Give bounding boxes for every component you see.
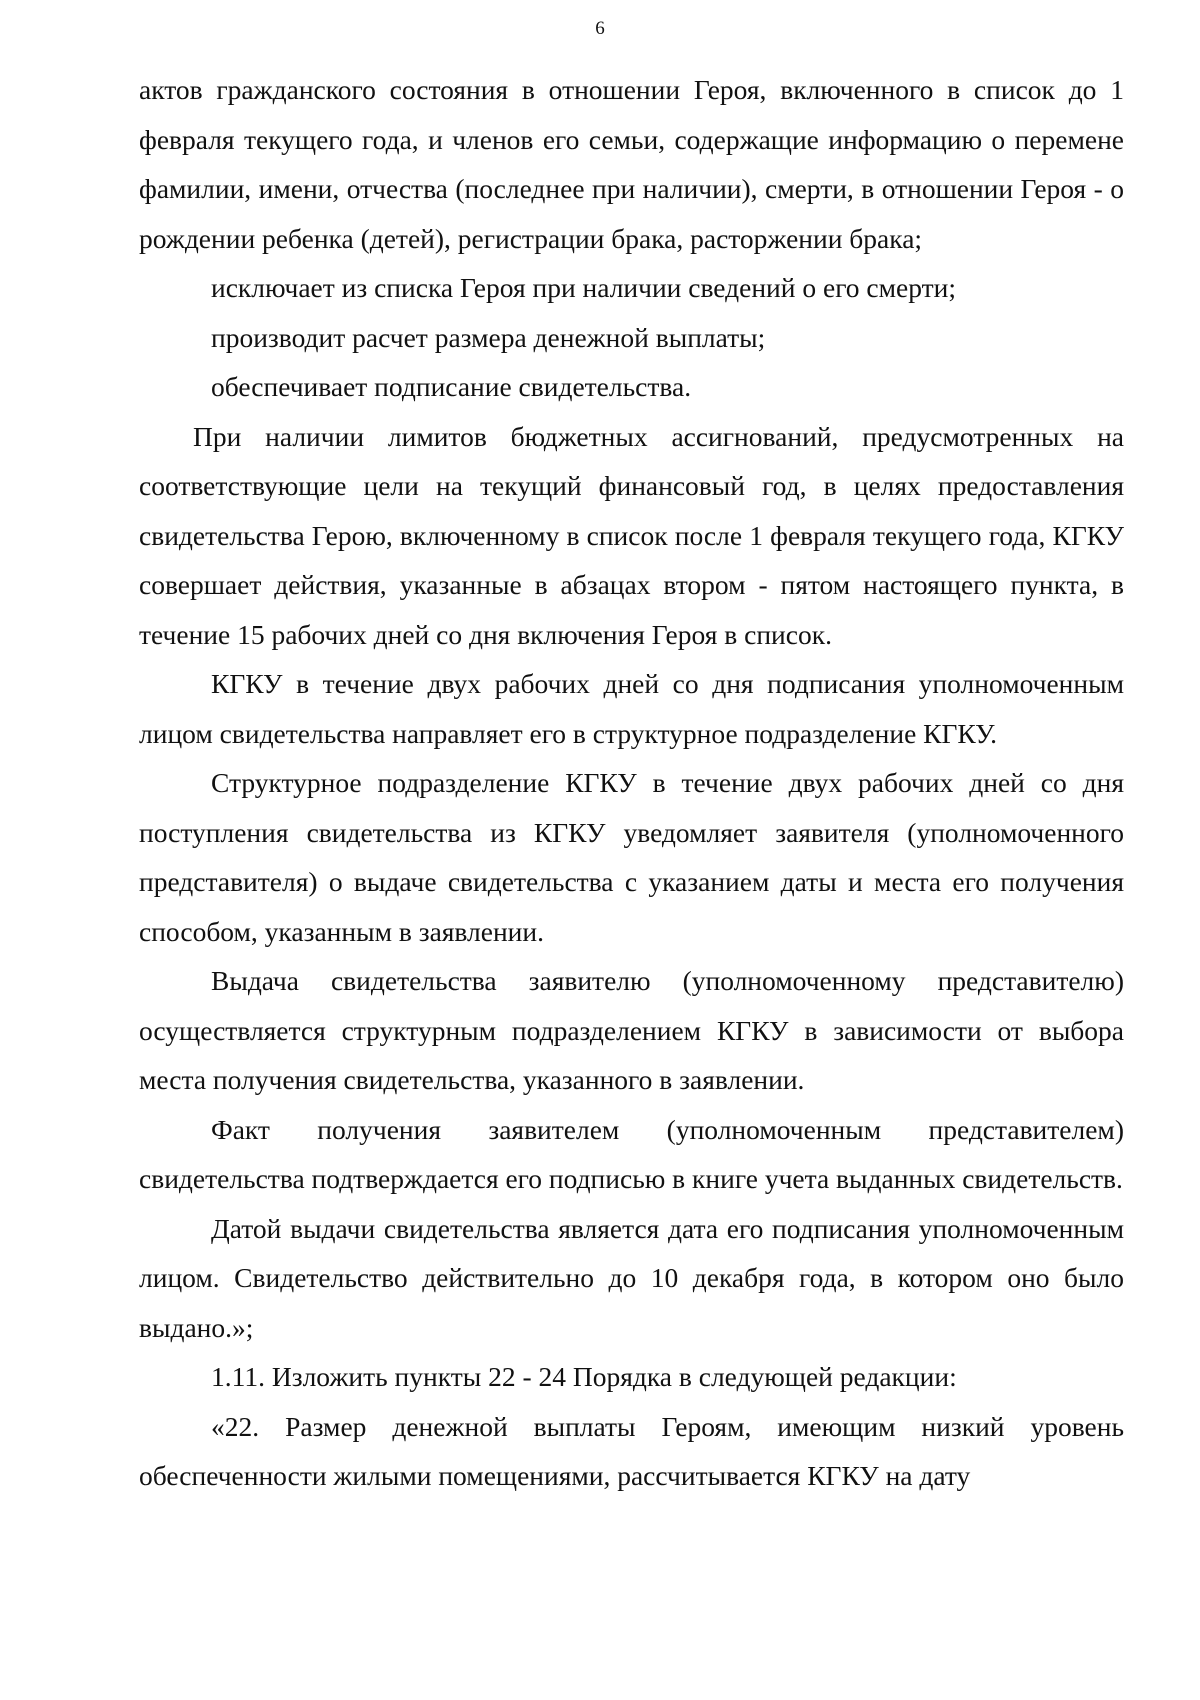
paragraph-receipt-confirmation: Факт получения заявителем (уполномоченным представителем) свидетельства подтверждается его подписью в книге учета выданных свидетельств. — [139, 1113, 1124, 1194]
page-number: 6 — [595, 18, 605, 39]
paragraph-issue-date-validity: Датой выдачи свидетельства является дата его подписания уполномоченным лицом. Свидетельство действительно до 10 декабря года, в котором оно было выдано.»; — [139, 1212, 1124, 1343]
paragraph-sign-certificate: обеспечивает подписание свидетельства. — [211, 371, 692, 402]
paragraph-item-22: «22. Размер денежной выплаты Героям, имеющим низкий уровень обеспеченности жилыми помещениями, рассчитывается КГКУ на дату — [139, 1410, 1124, 1491]
paragraph-calculate-payment: производит расчет размера денежной выплаты; — [211, 321, 766, 353]
paragraph-notify-applicant: Структурное подразделение КГКУ в течение двух рабочих дней со дня поступления свидетельства из КГКУ уведомляет заявителя (уполномоченного представителя) о выдаче свидетельства с указанием даты и места его получения способом, указанным в заявлении. — [139, 767, 1124, 947]
paragraph-item-1-11: 1.11. Изложить пункты 22 - 24 Порядка в следующей редакции: — [211, 1361, 957, 1392]
paragraph-send-certificate: КГКУ в течение двух рабочих дней со дня подписания уполномоченным лицом свидетельства направляет его в структурное подразделение КГКУ. — [139, 668, 1124, 749]
paragraph-issue-certificate: Выдача свидетельства заявителю (уполномоченному представителю) осуществляется структурным подразделением КГКУ в зависимости от выбора места получения свидетельства, указанного в заявлении. — [139, 965, 1124, 1095]
paragraph-civil-status-records: актов гражданского состояния в отношении Героя, включенного в список до 1 февраля текущего года, и членов его семьи, содержащие информацию о перемене фамилии, имени, отчества (последнее при наличии), смерти, в отношении Героя - о рождении ребенка (детей), регистрации брака, расторжении брака; — [139, 74, 1124, 254]
paragraph-budget-limits: При наличии лимитов бюджетных ассигнований, предусмотренных на соответствующие цели на текущий финансовый год, в целях предоставления свидетельства Герою, включенному в список после 1 февраля текущего года, КГКУ совершает действия, указанные в абзацах втором - пятом настоящего пункта, в течение 15 рабочих дней со дня включения Героя в список. — [139, 420, 1124, 650]
paragraph-exclude-hero: исключает из списка Героя при наличии сведений о его смерти; — [211, 272, 956, 303]
document-body — [139, 65, 1124, 1501]
